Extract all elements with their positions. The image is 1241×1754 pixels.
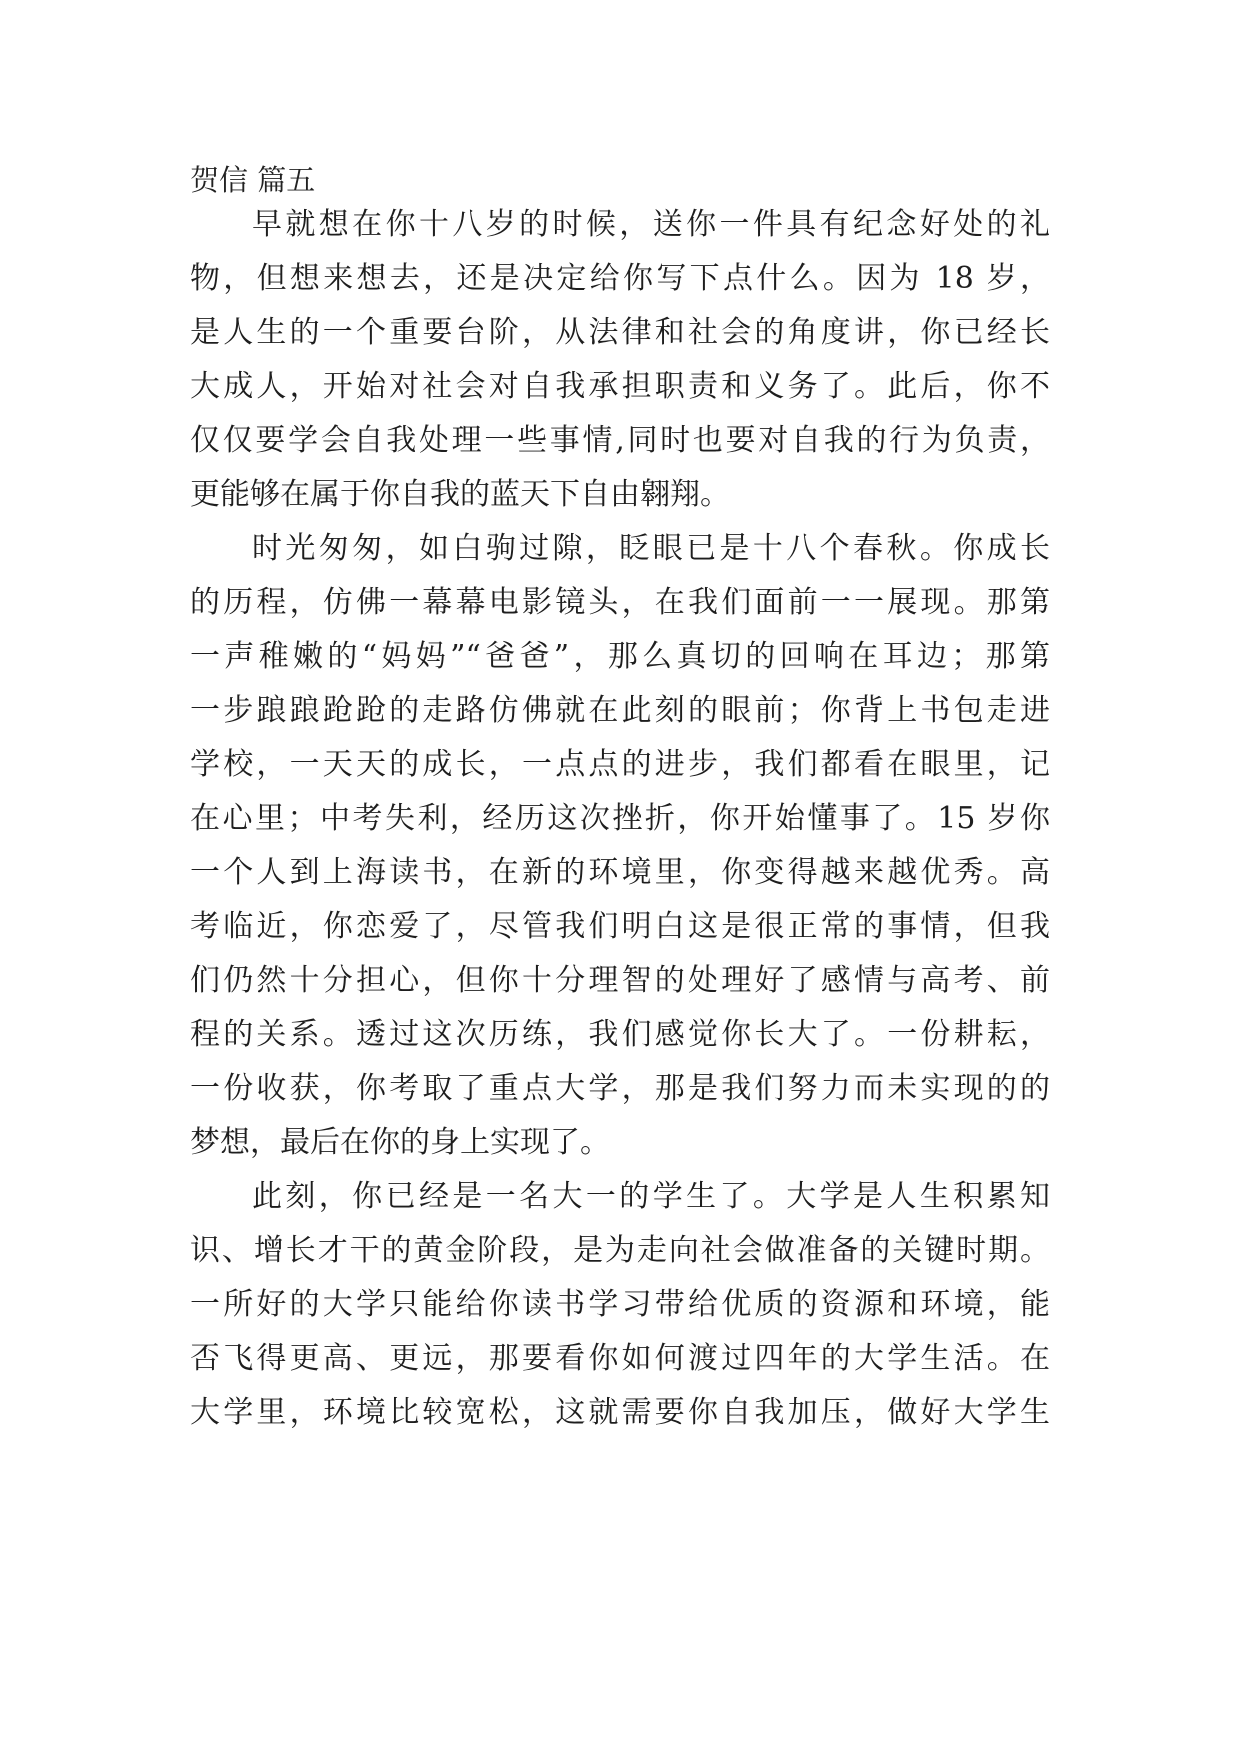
paragraph-3-line-5: 大学里，环境比较宽松，这就需要你自我加压，做好大学生 — [190, 1395, 1050, 1430]
paragraph-2-line-10: 程的关系。透过这次历练，我们感觉你长大了。一份耕耘， — [190, 1017, 1050, 1052]
paragraph-1-line-1: 早就想在你十八岁的时候，送你一件具有纪念好处的礼 — [252, 207, 1050, 242]
paragraph-3-line-1: 此刻，你已经是一名大一的学生了。大学是人生积累知 — [252, 1179, 1050, 1214]
paragraph-2-line-11: 一份收获，你考取了重点大学，那是我们努力而未实现的的 — [190, 1071, 1050, 1106]
paragraph-1-line-4: 大成人，开始对社会对自我承担职责和义务了。此后，你不 — [190, 369, 1050, 404]
paragraph-3-line-3: 一所好的大学只能给你读书学习带给优质的资源和环境，能 — [190, 1287, 1050, 1322]
paragraph-2-line-6: 在心里；中考失利，经历这次挫折，你开始懂事了。15 岁你 — [190, 801, 1050, 836]
paragraph-1-line-3: 是人生的一个重要台阶，从法律和社会的角度讲，你已经长 — [190, 315, 1050, 350]
paragraph-1-line-6: 更能够在属于你自我的蓝天下自由翱翔。 — [190, 477, 730, 512]
paragraph-2-line-1: 时光匆匆，如白驹过隙，眨眼已是十八个春秋。你成长 — [252, 531, 1050, 566]
paragraph-2-line-7: 一个人到上海读书，在新的环境里，你变得越来越优秀。高 — [190, 855, 1050, 890]
paragraph-2-line-3: 一声稚嫩的“妈妈”“爸爸”，那么真切的回响在耳边；那第 — [190, 639, 1050, 674]
document-title: 贺信 篇五 — [190, 163, 316, 197]
paragraph-1-line-2: 物，但想来想去，还是决定给你写下点什么。因为 18 岁， — [190, 261, 1050, 296]
paragraph-2-line-12: 梦想，最后在你的身上实现了。 — [190, 1125, 610, 1160]
paragraph-3-line-4: 否飞得更高、更远，那要看你如何渡过四年的大学生活。在 — [190, 1341, 1050, 1376]
paragraph-2-line-4: 一步踉踉跄跄的走路仿佛就在此刻的眼前；你背上书包走进 — [190, 693, 1050, 728]
paragraph-2-line-8: 考临近，你恋爱了，尽管我们明白这是很正常的事情，但我 — [190, 909, 1050, 944]
paragraph-2-line-2: 的历程，仿佛一幕幕电影镜头，在我们面前一一展现。那第 — [190, 585, 1050, 620]
paragraph-2-line-9: 们仍然十分担心，但你十分理智的处理好了感情与高考、前 — [190, 963, 1050, 998]
paragraph-2-line-5: 学校，一天天的成长，一点点的进步，我们都看在眼里，记 — [190, 747, 1050, 782]
paragraph-3-line-2: 识、增长才干的黄金阶段，是为走向社会做准备的关键时期。 — [190, 1233, 1050, 1268]
paragraph-1-line-5: 仅仅要学会自我处理一些事情,同时也要对自我的行为负责， — [190, 423, 1050, 458]
